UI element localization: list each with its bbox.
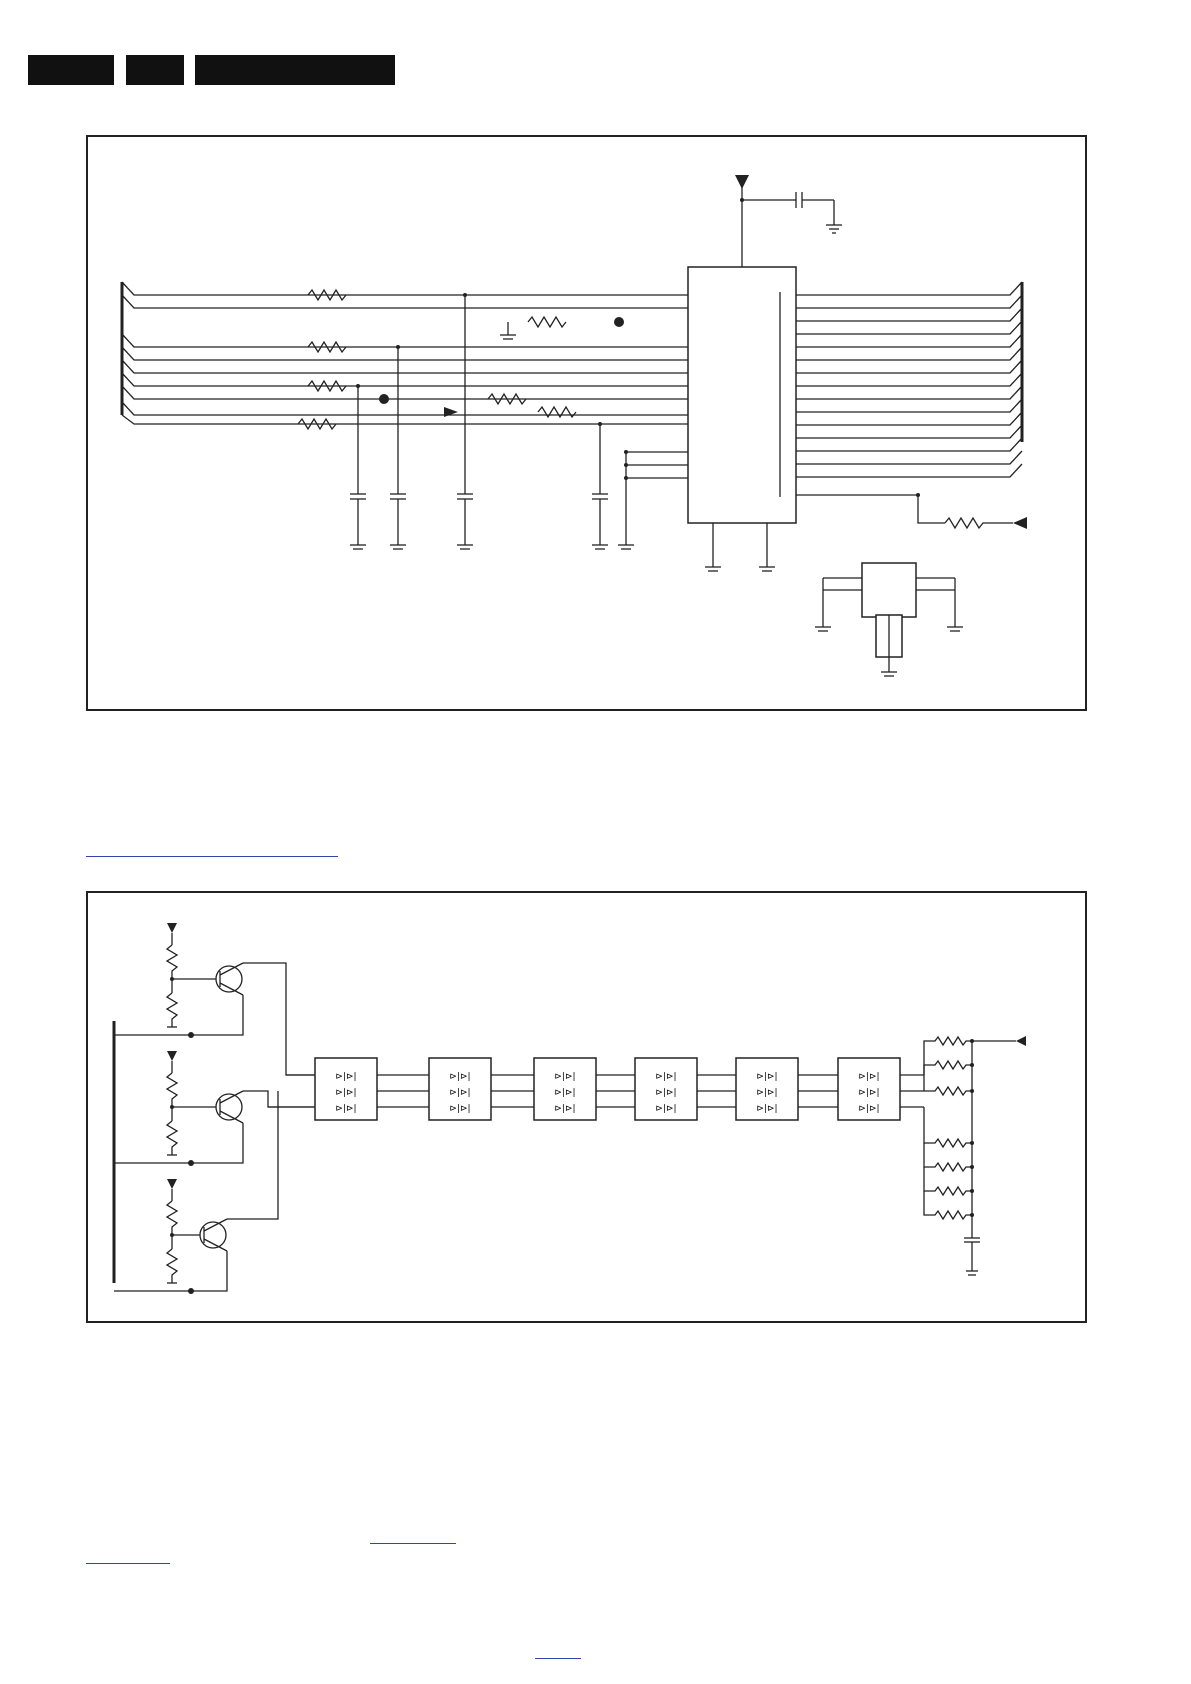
footer-link-2[interactable] <box>86 1563 170 1564</box>
right-signal-lines <box>796 282 1022 477</box>
schematic-panel-top <box>86 135 1087 711</box>
section-link[interactable] <box>86 856 338 857</box>
resistor-network <box>924 1036 1026 1275</box>
crystal-component <box>862 563 916 617</box>
svg-text:⊳|⊳|: ⊳|⊳| <box>655 1088 677 1098</box>
svg-text:⊳|⊳|: ⊳|⊳| <box>655 1072 677 1082</box>
svg-text:⊳|⊳|: ⊳|⊳| <box>335 1104 357 1114</box>
svg-text:⊳|⊳|: ⊳|⊳| <box>858 1088 880 1098</box>
svg-text:⊳|⊳|: ⊳|⊳| <box>554 1088 576 1098</box>
svg-text:⊳|⊳|: ⊳|⊳| <box>858 1104 880 1114</box>
header-bar-2 <box>126 55 184 85</box>
led-module <box>534 1058 596 1120</box>
footer-link-1[interactable] <box>370 1543 456 1544</box>
supply-input-icon <box>1016 1036 1026 1046</box>
svg-text:⊳|⊳|: ⊳|⊳| <box>756 1088 778 1098</box>
led-module <box>838 1058 900 1120</box>
led-module <box>635 1058 697 1120</box>
left-signal-lines <box>122 282 688 415</box>
led-module <box>429 1058 491 1120</box>
svg-text:⊳|⊳|: ⊳|⊳| <box>449 1104 471 1114</box>
led-module <box>736 1058 798 1120</box>
transistor-stage-2 <box>114 1051 315 1166</box>
svg-text:⊳|⊳|: ⊳|⊳| <box>756 1072 778 1082</box>
svg-text:⊳|⊳|: ⊳|⊳| <box>449 1072 471 1082</box>
transistor-stage-3 <box>114 1091 278 1294</box>
svg-text:⊳|⊳|: ⊳|⊳| <box>449 1088 471 1098</box>
svg-text:⊳|⊳|: ⊳|⊳| <box>554 1072 576 1082</box>
header-bar-3 <box>195 55 395 85</box>
svg-text:⊳|⊳|: ⊳|⊳| <box>858 1072 880 1082</box>
led-module <box>315 1058 377 1120</box>
transistor-stage-1 <box>114 923 315 1075</box>
caps-left <box>350 295 626 545</box>
svg-text:⊳|⊳|: ⊳|⊳| <box>335 1072 357 1082</box>
svg-text:⊳|⊳|: ⊳|⊳| <box>756 1104 778 1114</box>
led-schematic <box>88 893 1085 1321</box>
schematic-panel-bottom <box>86 891 1087 1323</box>
svg-text:⊳|⊳|: ⊳|⊳| <box>554 1104 576 1114</box>
ic-schematic <box>88 137 1085 709</box>
led-modules <box>315 1058 900 1120</box>
supply-arrow-icon <box>735 175 749 189</box>
footer-link-3[interactable] <box>535 1658 581 1659</box>
svg-text:⊳|⊳|: ⊳|⊳| <box>655 1104 677 1114</box>
ground-symbols <box>350 545 634 549</box>
svg-text:⊳|⊳|: ⊳|⊳| <box>335 1088 357 1098</box>
header-bar-1 <box>28 55 114 85</box>
output-arrow-icon <box>1013 517 1027 529</box>
